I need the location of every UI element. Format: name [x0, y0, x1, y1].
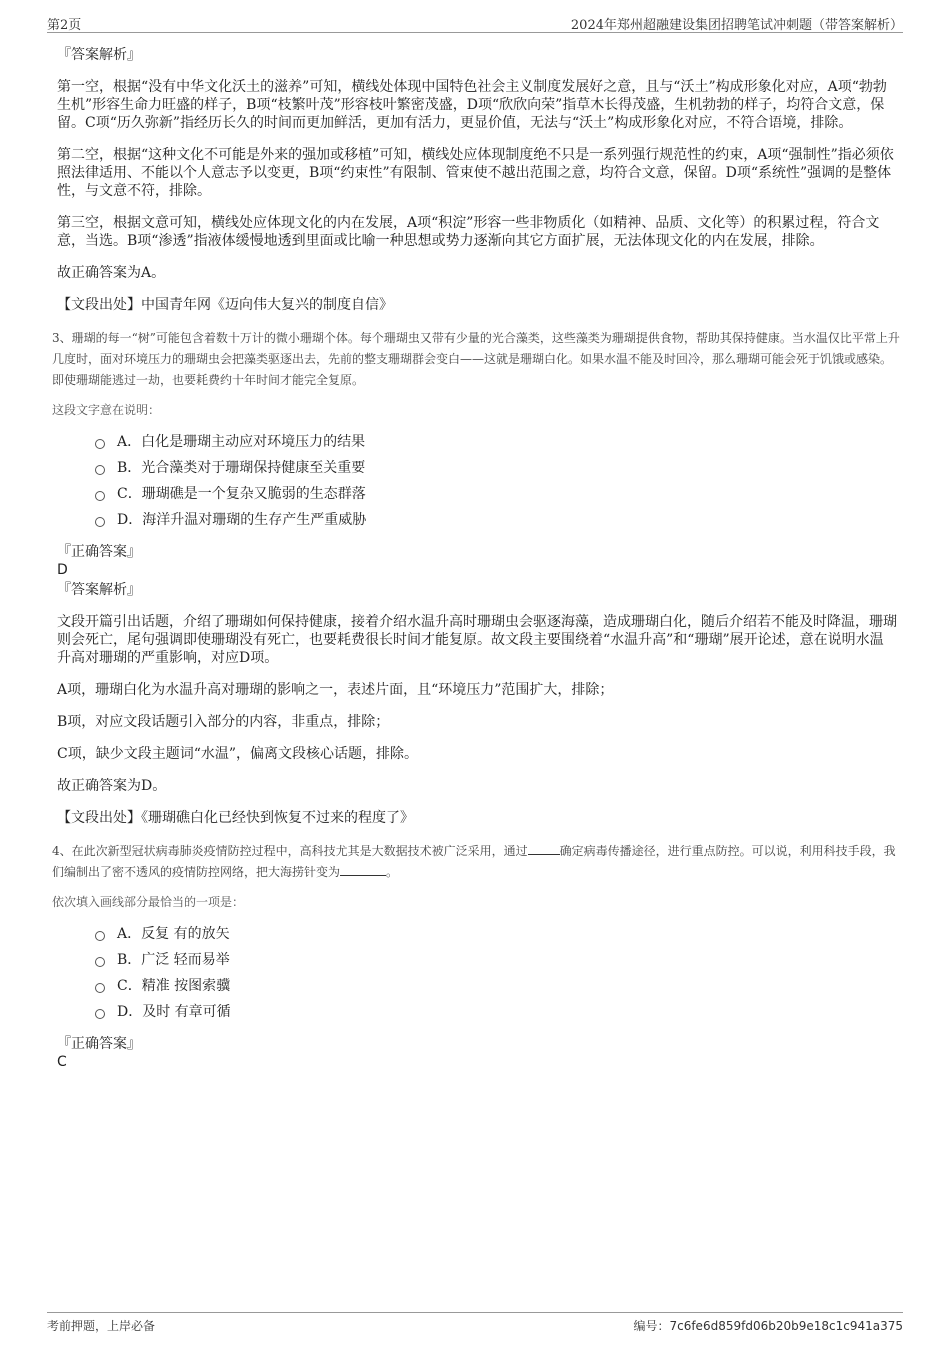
analysis-conclusion: 故正确答案为D。	[57, 778, 167, 794]
stem-part: 4、在此次新型冠状病毒肺炎疫情防控过程中，高科技尤其是大数据技术被广泛采用，通过	[52, 844, 528, 858]
analysis-paragraph: 文段开篇引出话题，介绍了珊瑚如何保持健康，接着介绍水温升高时珊瑚虫会驱逐海藻，造成珊瑚白化，随后介绍若不能及时降温，珊瑚则会死亡，尾句强调即使珊瑚没有死亡，也要耗费很长时间才能复原。故文段主要围绕着“水温升高”和“珊瑚”展开论述，意在说明水温升高对珊瑚的严重影响，对应D项。	[57, 614, 897, 666]
option-b[interactable]	[95, 951, 897, 977]
radio-button[interactable]	[95, 517, 105, 527]
radio-button[interactable]	[95, 1009, 105, 1019]
option-letter: B．	[117, 460, 142, 476]
analysis-paragraph: 第二空，根据“这种文化不可能是外来的强加或移植”可知，横线处应体现制度绝不只是一系列强行规范性的约束，A项“强制性”指必须依照法律适用、不能以个人意志予以变更，B项“约束性”有限制、管束使不越出范围之意，均符合文意，保留。D项“系统性”强调的是整体性，与文意不符，排除。	[57, 147, 894, 199]
option-letter: C．	[117, 978, 142, 994]
question-4	[52, 841, 897, 1071]
option-b[interactable]	[95, 459, 897, 485]
analysis-conclusion: 故正确答案为A。	[57, 265, 166, 281]
source-citation: 【文段出处】《珊瑚礁白化已经快到恢复不过来的程度了》	[57, 810, 414, 826]
analysis-paragraph: 第一空，根据“没有中华文化沃土的滋养”可知，横线处体现中国特色社会主义制度发展好之意，且与“沃土”构成形象化对应，A项“勃勃生机”形容生命力旺盛的样子，B项“枝繁叶茂”形容枝叶繁密茂盛，D项“欣欣向荣”指草木长得茂盛，生机勃勃的样子，均符合文意，保留。C项“历久弥新”指经历长久的时间而更加鲜活，更加有活力，更显价值，无法与“沃土”构成形象化对应，不符合语境，排除。	[57, 79, 887, 131]
option-text: 海洋升温对珊瑚的生存产生严重威胁	[142, 512, 367, 528]
option-text: 珊瑚礁是一个复杂又脆弱的生态群落	[141, 486, 366, 502]
option-c[interactable]	[95, 485, 897, 511]
option-text: 白化是珊瑚主动应对环境压力的结果	[141, 434, 366, 450]
option-list	[95, 925, 897, 1029]
option-d[interactable]	[95, 511, 897, 537]
option-text: 及时 有章可循	[142, 1004, 231, 1020]
radio-button[interactable]	[95, 931, 105, 941]
option-text: 光合藻类对于珊瑚保持健康至关重要	[141, 460, 366, 476]
correct-answer: C	[57, 1054, 67, 1070]
question-3	[52, 328, 900, 827]
stem-part: 确定病毒传播途径，进行重点防控。可以说，利用科技手段，我们编制出了密不透风的疫情防控网络，把大海捞针变为	[52, 844, 896, 879]
page-number: 第2页	[47, 18, 82, 33]
correct-answer-tag: 『正确答案』	[57, 1036, 141, 1052]
document-code	[633, 1317, 903, 1334]
option-text: 精准 按图索骥	[141, 978, 231, 994]
footer-slogan: 考前押题，上岸必备	[47, 1319, 156, 1333]
code-value: 7c6fe6d859fd06b20b9e18c1c941a375	[669, 1319, 903, 1333]
analysis-tag: 『答案解析』	[57, 47, 141, 63]
radio-button[interactable]	[95, 439, 105, 449]
fill-blank	[528, 843, 560, 855]
fill-blank	[340, 864, 386, 876]
radio-button[interactable]	[95, 983, 105, 993]
code-label: 编号：	[633, 1319, 670, 1333]
q2-analysis-block	[57, 46, 897, 314]
radio-button[interactable]	[95, 957, 105, 967]
analysis-paragraph: C项，缺少文段主题词“水温”，偏离文段核心话题，排除。	[57, 746, 419, 762]
correct-answer: D	[57, 562, 68, 578]
option-text: 广泛 轻而易举	[141, 952, 230, 968]
option-letter: B．	[117, 952, 142, 968]
option-text: 反复 有的放矢	[141, 926, 230, 942]
document-title: 2024年郑州超融建设集团招聘笔试冲刺题（带答案解析）	[570, 18, 903, 33]
question-prompt: 依次填入画线部分最恰当的一项是：	[52, 895, 245, 909]
option-letter: D．	[117, 1004, 143, 1020]
page-content	[52, 46, 900, 1073]
stem-part: 。	[386, 865, 399, 879]
question-stem	[52, 841, 902, 883]
option-letter: A．	[117, 434, 142, 450]
analysis-paragraph: 第三空，根据文意可知，横线处应体现文化的内在发展，A项“积淀”形容一些非物质化（如精神、品质、文化等）的积累过程，符合文意，当选。B项“渗透”指液体缓慢地透到里面或比喻一种思想或势力逐渐向其它方面扩展，无法体现文化的内在发展，排除。	[57, 215, 880, 249]
correct-answer-tag: 『正确答案』	[57, 544, 141, 560]
page-header	[47, 12, 903, 33]
radio-button[interactable]	[95, 491, 105, 501]
option-d[interactable]	[95, 1003, 897, 1029]
analysis-paragraph: A项，珊瑚白化为水温升高对珊瑚的影响之一，表述片面，且“环境压力”范围扩大，排除；	[57, 682, 614, 698]
source-citation: 【文段出处】中国青年网《迈向伟大复兴的制度自信》	[57, 297, 393, 313]
analysis-paragraph: B项，对应文段话题引入部分的内容，非重点，排除；	[57, 714, 390, 730]
option-list	[95, 433, 897, 537]
option-letter: A．	[117, 926, 142, 942]
radio-button[interactable]	[95, 465, 105, 475]
question-stem: 3、珊瑚的每一“树”可能包含着数十万计的微小珊瑚个体。每个珊瑚虫又带有少量的光合藻类，这些藻类为珊瑚提供食物，帮助其保持健康。当水温仅比平常上升几度时，面对环境压力的珊瑚虫会把藻类驱逐出去，先前的整支珊瑚群会变白——这就是珊瑚白化。如果水温不能及时回冷，那么珊瑚可能会死于饥饿或感染。即使珊瑚能逃过一劫，也要耗费约十年时间才能完全复原。	[52, 331, 900, 387]
option-c[interactable]	[95, 977, 897, 1003]
option-letter: C．	[117, 486, 142, 502]
option-a[interactable]	[95, 925, 897, 951]
question-prompt: 这段文字意在说明：	[52, 403, 161, 417]
option-a[interactable]	[95, 433, 897, 459]
analysis-tag: 『答案解析』	[57, 582, 141, 598]
page-footer	[47, 1312, 903, 1335]
option-letter: D．	[117, 512, 143, 528]
